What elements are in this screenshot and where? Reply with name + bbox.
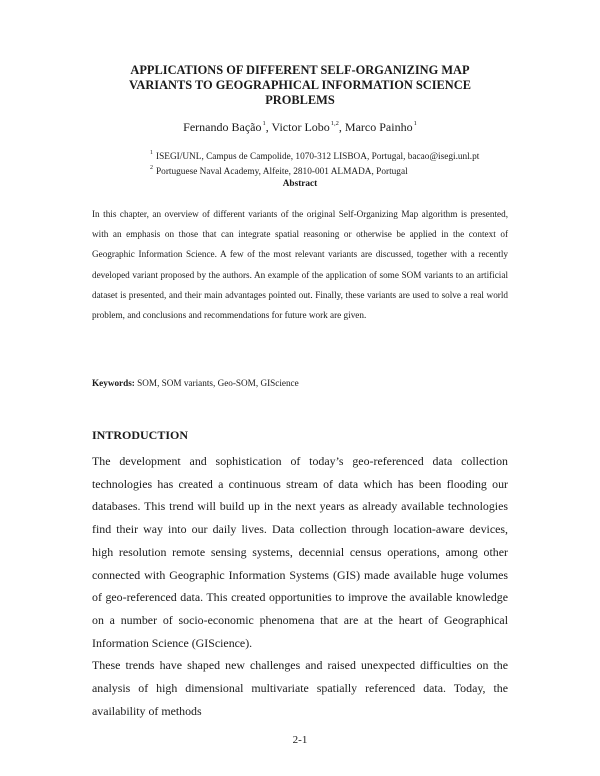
introduction-body [92,450,508,722]
title-line-1: APPLICATIONS OF DIFFERENT SELF-ORGANIZING MAP [130,63,470,77]
paragraph: These trends have shaped new challenges and raised unexpected difficulties on the analysis of high dimensional multivariate spatially referenced data. Today, the availability of methods [92,658,508,718]
section-heading-introduction: INTRODUCTION [92,428,189,442]
abstract-text: In this chapter, an overview of different variants of the original Self-Organizing Map algorithm is presented, with an emphasis on those that can integrate spatial reasoning or otherwise be applied in the context of Geographic Information Science. A few of the most relevant variants are discussed, together with a recently developed variant proposed by the authors. An example of the application of some SOM variants to an artificial dataset is presented, and their main advantages pointed out. Finally, these variants are used to solve a real world problem, and conclusions and recommendations for future work are given. [92,209,508,321]
affiliation-text: Portuguese Naval Academy, Alfeite, 2810-001 ALMADA, Portugal [156,167,408,177]
keywords [92,378,299,388]
paragraph: The development and sophistication of today’s geo-referenced data collection technologies has created a continuous stream of data which has been flooding our databases. This trend will build up in the next years as already available technologies find their way into our daily lives. Data collection through location-aware devices, high resolution remote sensing systems, decennial census operations, among other connected with Geographic Information Systems (GIS) made available huge volumes of geo-referenced data. This created opportunities to improve the available knowledge on a number of socio-economic phenomena that are at the heart of Geographical Information Science (GIScience). [92,454,508,650]
paper-title [60,63,540,108]
author-affiliation-mark: 1 [262,120,266,127]
abstract-heading: Abstract [282,179,318,189]
title-line-3: PROBLEMS [265,93,335,107]
author-list: Fernando Bação$^1$, Victor Lobo$^{1,2}$, Marco Painho$^1$ [183,120,417,134]
author-name: Fernando Bação [183,120,262,134]
affiliation-2 [150,163,408,178]
affiliation-mark: 1 [150,150,153,156]
page-number: 2-1 [292,734,308,746]
affiliation-1 [150,148,479,163]
affiliation-text: ISEGI/UNL, Campus de Campolide, 1070-312 LISBOA, Portugal, bacao@isegi.unl.pt [156,152,480,162]
author-name: Marco Painho [344,120,413,134]
keywords-text: SOM, SOM variants, Geo-SOM, GIScience [137,378,299,388]
affiliation-mark: 2 [150,165,153,171]
author-affiliation-mark: 1,2 [330,120,339,127]
keywords-label: Keywords: [92,378,135,388]
abstract-body [92,204,508,325]
title-line-2: VARIANTS TO GEOGRAPHICAL INFORMATION SCIENCE [129,78,471,92]
author-name: Victor Lobo [271,120,330,134]
author-affiliation-mark: 1 [413,120,417,127]
